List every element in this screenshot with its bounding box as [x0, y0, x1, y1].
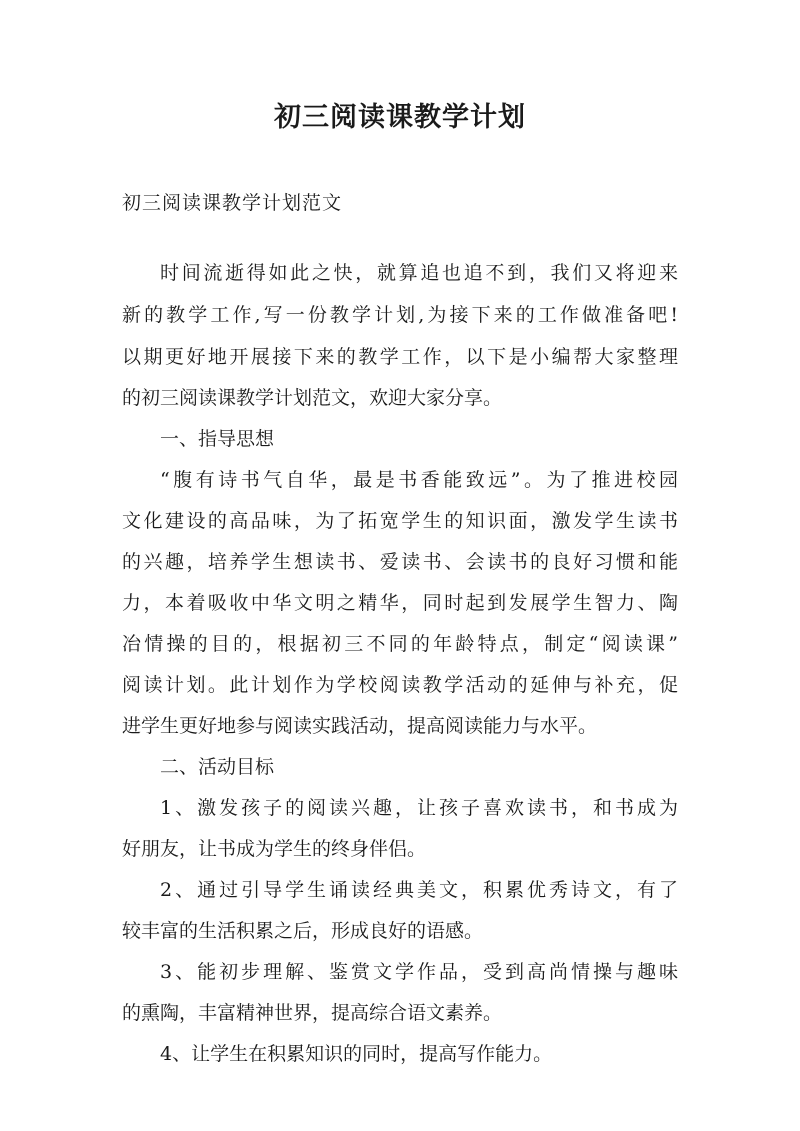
paragraph-intro-line-3: 以期更好地开展接下来的教学工作，以下是小编帮大家整理 [122, 346, 678, 368]
paragraph-ideology-line-6: 阅读计划。此计划作为学校阅读教学活动的延伸与补充，促 [122, 674, 678, 696]
section-heading-activity-goals: 二、活动目标 [160, 756, 275, 778]
document-title: 初三阅读课教学计划 [274, 102, 526, 133]
paragraph-ideology-line-3: 的兴趣，培养学生想读书、爱读书、会读书的良好习惯和能 [122, 551, 678, 573]
goal-3-line-2: 的熏陶，丰富精神世界，提高综合语文素养。 [122, 1002, 503, 1024]
document-subtitle: 初三阅读课教学计划范文 [122, 192, 343, 214]
paragraph-ideology-line-5: 冶情操的目的，根据初三不同的年龄特点，制定“阅读课” [122, 633, 678, 655]
paragraph-ideology-line-7: 进学生更好地参与阅读实践活动，提高阅读能力与水平。 [122, 715, 598, 737]
paragraph-intro-line-2: 新的教学工作,写一份教学计划,为接下来的工作做准备吧! [122, 304, 678, 326]
goal-1-line-1: 1、激发孩子的阅读兴趣，让孩子喜欢读书，和书成为 [160, 797, 678, 819]
paragraph-ideology-line-2: 文化建设的高品味，为了拓宽学生的知识面，激发学生读书 [122, 510, 678, 532]
goal-3-line-1: 3、能初步理解、鉴赏文学作品，受到高尚情操与趣味 [160, 961, 678, 983]
paragraph-ideology-line-1: “腹有诗书气自华，最是书香能致远”。为了推进校园 [160, 469, 678, 491]
goal-1-line-2: 好朋友，让书成为学生的终身伴侣。 [122, 838, 427, 860]
goal-4-line-1: 4、让学生在积累知识的同时，提高写作能力。 [160, 1043, 553, 1065]
section-heading-guiding-ideology: 一、指导思想 [160, 428, 275, 450]
paragraph-intro-line-4: 的初三阅读课教学计划范文，欢迎大家分享。 [122, 387, 503, 409]
goal-2-line-2: 较丰富的生活积累之后，形成良好的语感。 [122, 920, 484, 942]
paragraph-ideology-line-4: 力，本着吸收中华文明之精华，同时起到发展学生智力、陶 [122, 592, 678, 614]
paragraph-intro-line-1: 时间流逝得如此之快，就算追也追不到，我们又将迎来 [160, 262, 678, 284]
goal-2-line-1: 2、通过引导学生诵读经典美文，积累优秀诗文，有了 [160, 879, 678, 901]
